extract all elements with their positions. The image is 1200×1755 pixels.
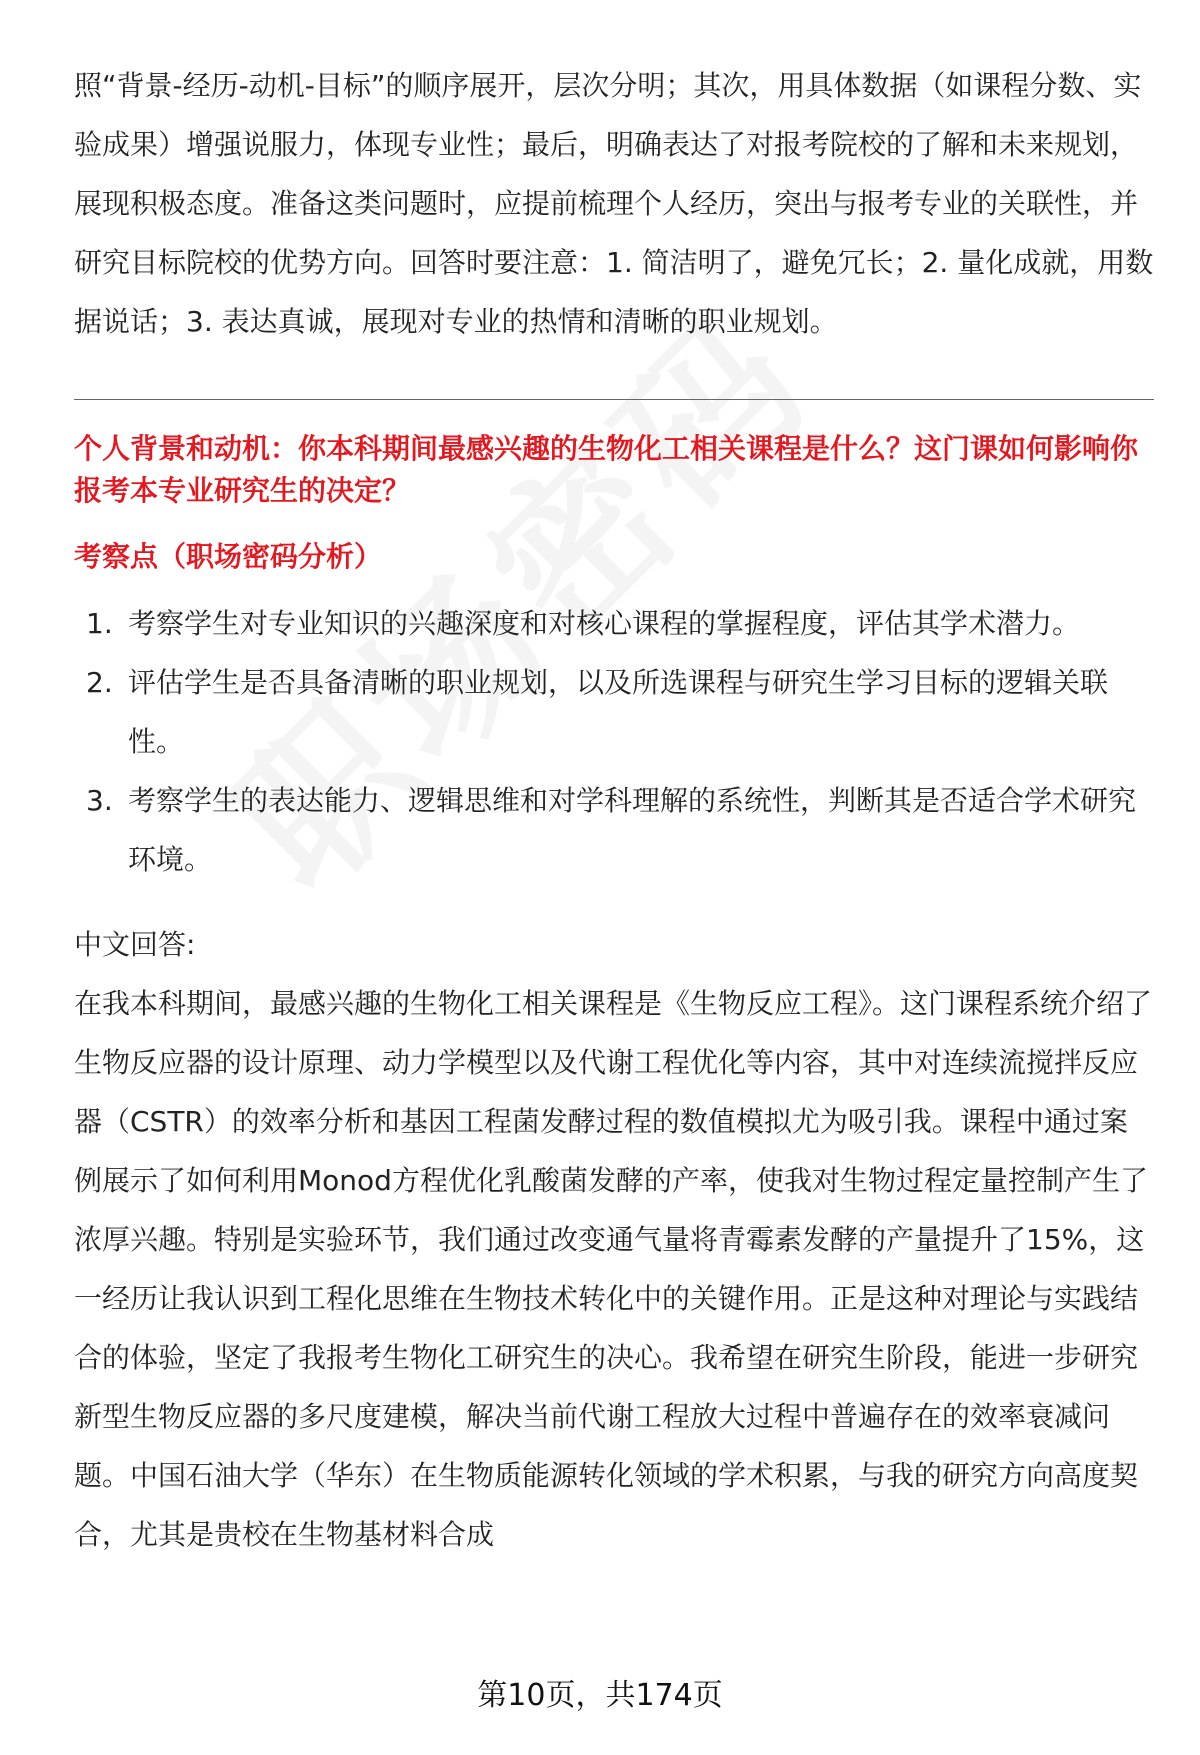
- page-footer: 第10页，共174页: [477, 1678, 723, 1713]
- answer-paragraph: 在我本科期间，最感兴趣的生物化工相关课程是《生物反应工程》。这门课程系统介绍了生物反应器的设计原理、动力学模型以及代谢工程优化等内容，其中对连续流搅拌反应器（CSTR）的效率分析和基因工程菌发酵过程的数值模拟尤为吸引我。课程中通过案例展示了如何利用Monod方程优化乳酸菌发酵的产率，使我对生物过程定量控制产生了浓厚兴趣。特别是实验环节，我们通过改变通气量将青霉素发酵的产量提升了15%，这一经历让我认识到工程化思维在生物技术转化中的关键作用。正是这种对理论与实践结合的体验，坚定了我报考生物化工研究生的决心。我希望在研究生阶段，能进一步研究新型生物反应器的多尺度建模，解决当前代谢工程放大过程中普遍存在的效率衰减问题。中国石油大学（华东）在生物质能源转化领域的学术积累，与我的研究方向高度契合，尤其是贵校在生物基材料合成: [74, 987, 1153, 1551]
- page-content: [74, 56, 1154, 1564]
- analysis-points-list: [74, 594, 1154, 889]
- question-title: 个人背景和动机：你本科期间最感兴趣的生物化工相关课程是什么？这门课如何影响你报考本专业研究生的决定？: [74, 432, 1139, 507]
- intro-paragraph: 照“背景-经历-动机-目标”的顺序展开，层次分明；其次，用具体数据（如课程分数、实验成果）增强说服力，体现专业性；最后，明确表达了对报考院校的了解和未来规划，展现积极态度。准备这类问题时，应提前梳理个人经历，突出与报考专业的关联性，并研究目标院校的优势方向。回答时要注意：1. 简洁明了，避免冗长；2. 量化成就，用数据说话；3. 表达真诚，展现对专业的热情和清晰的职业规划。: [74, 69, 1154, 338]
- analysis-point-text: 考察学生对专业知识的兴趣深度和对核心课程的掌握程度，评估其学术潜力。: [128, 607, 1081, 640]
- analysis-heading: 考察点（职场密码分析）: [74, 540, 383, 573]
- analysis-point-number: 3.: [86, 784, 113, 817]
- section-divider: [74, 399, 1154, 400]
- analysis-point-number: 2.: [86, 666, 113, 699]
- analysis-point-number: 1.: [86, 607, 113, 640]
- analysis-point-text: 考察学生的表达能力、逻辑思维和对学科理解的系统性，判断其是否适合学术研究环境。: [128, 784, 1137, 876]
- answer-label: 中文回答:: [74, 928, 196, 961]
- analysis-point-text: 评估学生是否具备清晰的职业规划，以及所选课程与研究生学习目标的逻辑关联性。: [128, 666, 1109, 758]
- analysis-point: [74, 594, 1154, 653]
- analysis-point: [74, 771, 1154, 889]
- analysis-point: [74, 653, 1154, 771]
